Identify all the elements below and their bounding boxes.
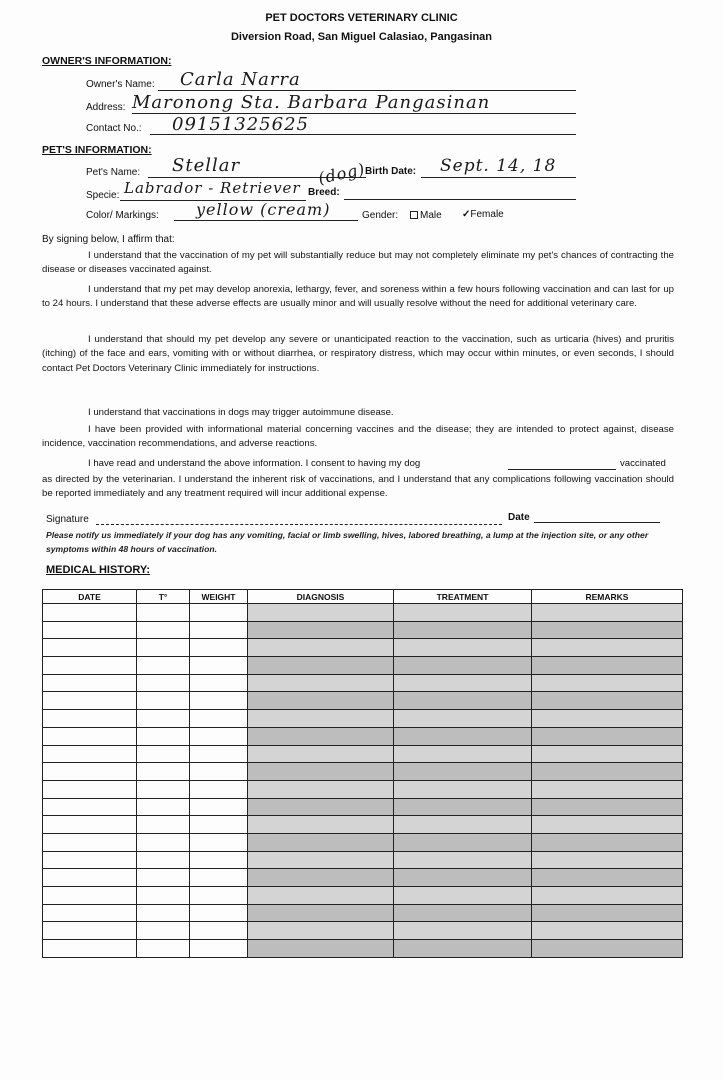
color-value[interactable]: yellow (cream) [196,200,331,219]
date-cell[interactable] [43,869,137,887]
remarks-cell[interactable] [532,887,683,905]
species-value[interactable]: Labrador - Retriever [124,179,301,197]
remarks-cell[interactable] [532,692,683,710]
treatment-cell[interactable] [394,692,532,710]
treatment-cell[interactable] [394,922,532,940]
owner-name-label: Owner's Name: [86,79,155,90]
date-cell[interactable] [43,904,137,922]
temperature-cell[interactable] [137,904,190,922]
consent-intro: By signing below, I affirm that: [42,234,175,245]
treatment-cell[interactable] [394,780,532,798]
temperature-cell[interactable] [137,621,190,639]
diagnosis-cell[interactable] [248,780,394,798]
diagnosis-cell[interactable] [248,657,394,675]
clinic-address: Diversion Road, San Miguel Calasiao, Pangasinan [230,31,492,43]
weight-cell[interactable] [190,851,248,869]
remarks-cell[interactable] [532,604,683,622]
diagnosis-cell[interactable] [248,727,394,745]
table-row [43,692,683,710]
date-cell[interactable] [43,727,137,745]
male-label: Male [420,210,442,221]
date-cell[interactable] [43,657,137,675]
medical-history-body [43,604,683,958]
diagnosis-cell[interactable] [248,604,394,622]
table-row [43,798,683,816]
treatment-cell[interactable] [394,727,532,745]
weight-cell[interactable] [190,780,248,798]
temperature-cell[interactable] [137,780,190,798]
remarks-cell[interactable] [532,851,683,869]
table-row [43,869,683,887]
table-row [43,604,683,622]
treatment-cell[interactable] [394,816,532,834]
consent-paragraph-5: I have been provided with informational material concerning vaccines and the disease; they are intended to protect against, disease incidence, vaccination recommendations, and adverse reactions. [42,424,674,450]
remarks-cell[interactable] [532,639,683,657]
col-temperature: T° [137,590,190,604]
temperature-cell[interactable] [137,816,190,834]
temperature-cell[interactable] [137,922,190,940]
date-cell[interactable] [43,887,137,905]
table-row [43,657,683,675]
date-cell[interactable] [43,692,137,710]
signature-label: Signature [46,514,89,525]
date-cell[interactable] [43,763,137,781]
col-date: DATE [43,590,137,604]
owner-section-title: OWNER'S INFORMATION: [42,55,172,67]
weight-cell[interactable] [190,940,248,958]
weight-cell[interactable] [190,922,248,940]
pet-section-title: PET'S INFORMATION: [42,144,152,156]
weight-cell[interactable] [190,657,248,675]
treatment-cell[interactable] [394,904,532,922]
weight-cell[interactable] [190,816,248,834]
table-row [43,816,683,834]
owner-address-value[interactable]: Maronong Sta. Barbara Pangasinan [132,92,491,113]
diagnosis-cell[interactable] [248,887,394,905]
table-row [43,851,683,869]
date-cell[interactable] [43,780,137,798]
date-cell[interactable] [43,816,137,834]
treatment-cell[interactable] [394,674,532,692]
diagnosis-cell[interactable] [248,745,394,763]
table-row [43,904,683,922]
diagnosis-cell[interactable] [248,674,394,692]
table-row [43,727,683,745]
temperature-cell[interactable] [137,674,190,692]
weight-cell[interactable] [190,710,248,728]
temperature-cell[interactable] [137,887,190,905]
birth-date-value[interactable]: Sept. 14, 18 [440,156,557,176]
owner-name-line [158,90,576,91]
owner-address-label: Address: [86,102,126,113]
temperature-cell[interactable] [137,745,190,763]
remarks-cell[interactable] [532,763,683,781]
temperature-cell[interactable] [137,692,190,710]
remarks-cell[interactable] [532,833,683,851]
color-label: Color/ Markings: [86,210,159,221]
treatment-cell[interactable] [394,940,532,958]
col-remarks: REMARKS [532,590,683,604]
date-label: Date [508,512,530,523]
female-label: Female [470,209,504,220]
diagnosis-cell[interactable] [248,869,394,887]
weight-cell[interactable] [190,887,248,905]
treatment-cell[interactable] [394,887,532,905]
diagnosis-cell[interactable] [248,692,394,710]
date-line[interactable] [534,522,660,523]
diagnosis-cell[interactable] [248,940,394,958]
consent-paragraph-1: I understand that the vaccination of my pet will substantially reduce but may not completely eliminate my pet's chances of contracting the disease or diseases vaccinated against. [42,250,674,276]
diagnosis-cell[interactable] [248,833,394,851]
treatment-cell[interactable] [394,833,532,851]
remarks-cell[interactable] [532,940,683,958]
diagnosis-cell[interactable] [248,851,394,869]
treatment-cell[interactable] [394,657,532,675]
consent-paragraph-7: as directed by the veterinarian. I understand the inherent risk of vaccinations, and I understand that any complications following vaccination should be reported immediately and any treatment required will incur additional expense. [42,474,674,500]
weight-cell[interactable] [190,604,248,622]
date-cell[interactable] [43,710,137,728]
color-line [174,220,358,221]
female-check-icon[interactable]: ✓ [462,209,471,220]
treatment-cell[interactable] [394,745,532,763]
treatment-cell[interactable] [394,604,532,622]
diagnosis-cell[interactable] [248,922,394,940]
medical-history-table [42,589,683,958]
species-label: Specie: [86,190,120,201]
table-row [43,887,683,905]
remarks-cell[interactable] [532,745,683,763]
temperature-cell[interactable] [137,604,190,622]
table-row [43,621,683,639]
table-row [43,639,683,657]
remarks-cell[interactable] [532,657,683,675]
diagnosis-cell[interactable] [248,904,394,922]
breed-line [344,199,576,200]
breed-label: Breed: [308,187,340,198]
consent-paragraph-6a: I have read and understand the above information. I consent to having my dog [88,458,421,469]
dog-name-line[interactable] [508,469,616,470]
table-row [43,922,683,940]
remarks-cell[interactable] [532,727,683,745]
clinic-name: PET DOCTORS VETERINARY CLINIC [265,12,458,24]
weight-cell[interactable] [190,621,248,639]
pet-name-value[interactable]: Stellar [172,155,241,176]
diagnosis-cell[interactable] [248,621,394,639]
date-cell[interactable] [43,604,137,622]
weight-cell[interactable] [190,674,248,692]
notify-note: Please notify us immediately if your dog has any vomiting, facial or limb swelling, hives, labored breathing, a lump at the injection site, or any other symptoms within 48 hours of vaccination. [46,530,649,554]
weight-cell[interactable] [190,727,248,745]
date-cell[interactable] [43,621,137,639]
temperature-cell[interactable] [137,833,190,851]
weight-cell[interactable] [190,639,248,657]
gender-label: Gender: [362,210,399,221]
temperature-cell[interactable] [137,727,190,745]
date-cell[interactable] [43,922,137,940]
table-row [43,674,683,692]
table-row [43,763,683,781]
remarks-cell[interactable] [532,869,683,887]
consent-paragraph-2: I understand that my pet may develop anorexia, lethargy, fever, and soreness within a few hours following vaccination and can last for up to 24 hours. I understand that these adverse effects are usually minor and will usually resolve without the need for additional veterinary care. [42,284,674,310]
temperature-cell[interactable] [137,763,190,781]
signature-line[interactable] [96,524,502,525]
table-header-row [43,590,683,604]
table-row [43,940,683,958]
treatment-cell[interactable] [394,621,532,639]
temperature-cell[interactable] [137,869,190,887]
table-row [43,780,683,798]
date-cell[interactable] [43,639,137,657]
remarks-cell[interactable] [532,816,683,834]
table-row [43,745,683,763]
male-checkbox[interactable] [410,211,418,219]
date-cell[interactable] [43,674,137,692]
gender-male-option[interactable] [410,210,442,221]
table-row [43,710,683,728]
remarks-cell[interactable] [532,621,683,639]
treatment-cell[interactable] [394,763,532,781]
date-cell[interactable] [43,851,137,869]
diagnosis-cell[interactable] [248,763,394,781]
weight-cell[interactable] [190,798,248,816]
pet-name-label: Pet's Name: [86,167,141,178]
table-row [43,833,683,851]
remarks-cell[interactable] [532,904,683,922]
owner-contact-label: Contact No.: [86,123,142,134]
temperature-cell[interactable] [137,710,190,728]
treatment-cell[interactable] [394,710,532,728]
weight-cell[interactable] [190,869,248,887]
species-note: (dog) [316,159,368,188]
date-cell[interactable] [43,798,137,816]
weight-cell[interactable] [190,904,248,922]
medical-history-title: MEDICAL HISTORY: [46,564,151,576]
date-cell[interactable] [43,745,137,763]
consent-paragraph-4: I understand that vaccinations in dogs may trigger autoimmune disease. [88,407,394,418]
diagnosis-cell[interactable] [248,639,394,657]
birth-date-line [421,177,576,178]
treatment-cell[interactable] [394,851,532,869]
remarks-cell[interactable] [532,780,683,798]
consent-paragraph-6b: vaccinated [620,458,666,469]
col-weight: WEIGHT [190,590,248,604]
col-diagnosis: DIAGNOSIS [248,590,394,604]
temperature-cell[interactable] [137,798,190,816]
col-treatment: TREATMENT [394,590,532,604]
temperature-cell[interactable] [137,940,190,958]
owner-name-value[interactable]: Carla Narra [180,69,301,90]
gender-female-option[interactable] [462,209,504,220]
weight-cell[interactable] [190,763,248,781]
consent-paragraph-3: I understand that should my pet develop any severe or unanticipated reaction to the vaccination, such as urticaria (hives) and pruritis (itching) of the face and ears, vomiting with or without diarrhea, or respiratory distress, which may occur within minutes, or even seconds, I should contact Pet Doctors Veterinary Clinic immediately for instructions. [42,334,674,374]
owner-contact-value[interactable]: 09151325625 [172,114,309,135]
remarks-cell[interactable] [532,710,683,728]
temperature-cell[interactable] [137,639,190,657]
treatment-cell[interactable] [394,798,532,816]
date-cell[interactable] [43,833,137,851]
temperature-cell[interactable] [137,657,190,675]
diagnosis-cell[interactable] [248,798,394,816]
diagnosis-cell[interactable] [248,816,394,834]
remarks-cell[interactable] [532,674,683,692]
treatment-cell[interactable] [394,869,532,887]
remarks-cell[interactable] [532,922,683,940]
weight-cell[interactable] [190,745,248,763]
weight-cell[interactable] [190,833,248,851]
diagnosis-cell[interactable] [248,710,394,728]
remarks-cell[interactable] [532,798,683,816]
birth-date-label: Birth Date: [365,166,417,177]
date-cell[interactable] [43,940,137,958]
treatment-cell[interactable] [394,639,532,657]
temperature-cell[interactable] [137,851,190,869]
weight-cell[interactable] [190,692,248,710]
